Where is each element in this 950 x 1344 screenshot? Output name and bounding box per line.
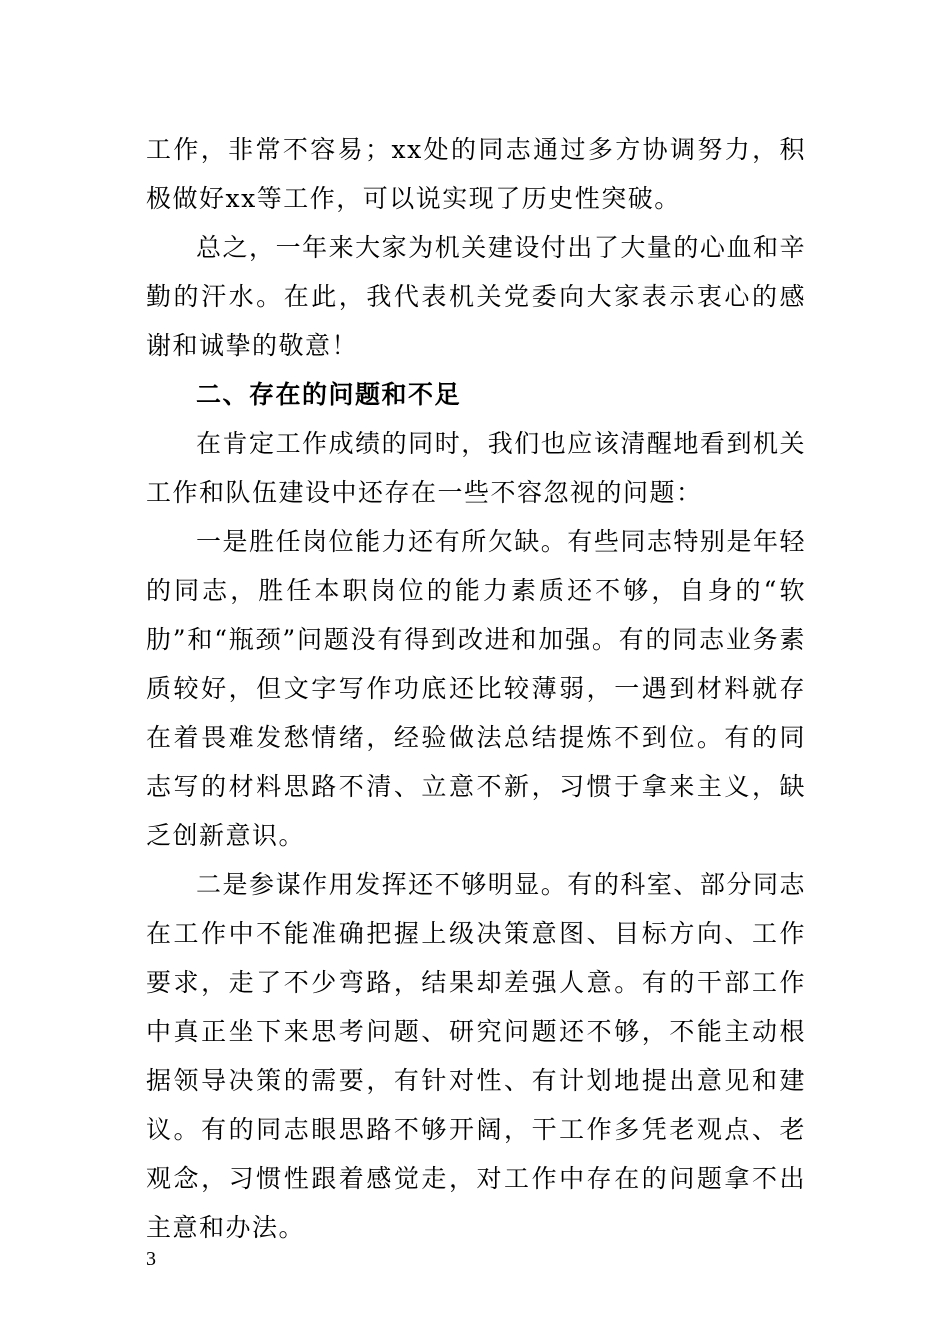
paragraph-problem-two: 二是参谋作用发挥还不够明显。有的科室、部分同志在工作中不能准确把握上级决策意图、目标方向、工作要求，走了不少弯路，结果却差强人意。有的干部工作中真正坐下来思考问题、研究问题还不够，不能主动根据领导决策的需要，有针对性、有计划地提出意见和建议。有的同志眼思路不够开阔，干工作多凭老观点、老观念，习惯性跟着感觉走，对工作中存在的问题拿不出主意和办法。 [146,870,806,1242]
section-heading: 二、存在的问题和不足 [196,380,462,409]
paragraph-summary: 总之，一年来大家为机关建设付出了大量的心血和辛勤的汗水。在此，我代表机关党委向大家表示衷心的感谢和诚挚的敬意！ [146,233,806,360]
page-number: 3 [146,1248,156,1270]
paragraph-intro: 在肯定工作成绩的同时，我们也应该清醒地看到机关工作和队伍建设中还存在一些不容忽视的问题： [146,429,806,507]
paragraph-problem-one: 一是胜任岗位能力还有所欠缺。有些同志特别是年轻的同志，胜任本职岗位的能力素质还不够，自身的“软肋”和“瓶颈”问题没有得到改进和加强。有的同志业务素质较好，但文字写作功底还比较薄弱，一遇到材料就存在着畏难发愁情绪，经验做法总结提炼不到位。有的同志写的材料思路不清、立意不新，习惯于拿来主义，缺乏创新意识。 [146,527,806,850]
document-body [146,125,806,1252]
paragraph-continuation: 工作，非常不容易；xx处的同志通过多方协调努力，积极做好xx等工作，可以说实现了历史性突破。 [146,135,806,213]
